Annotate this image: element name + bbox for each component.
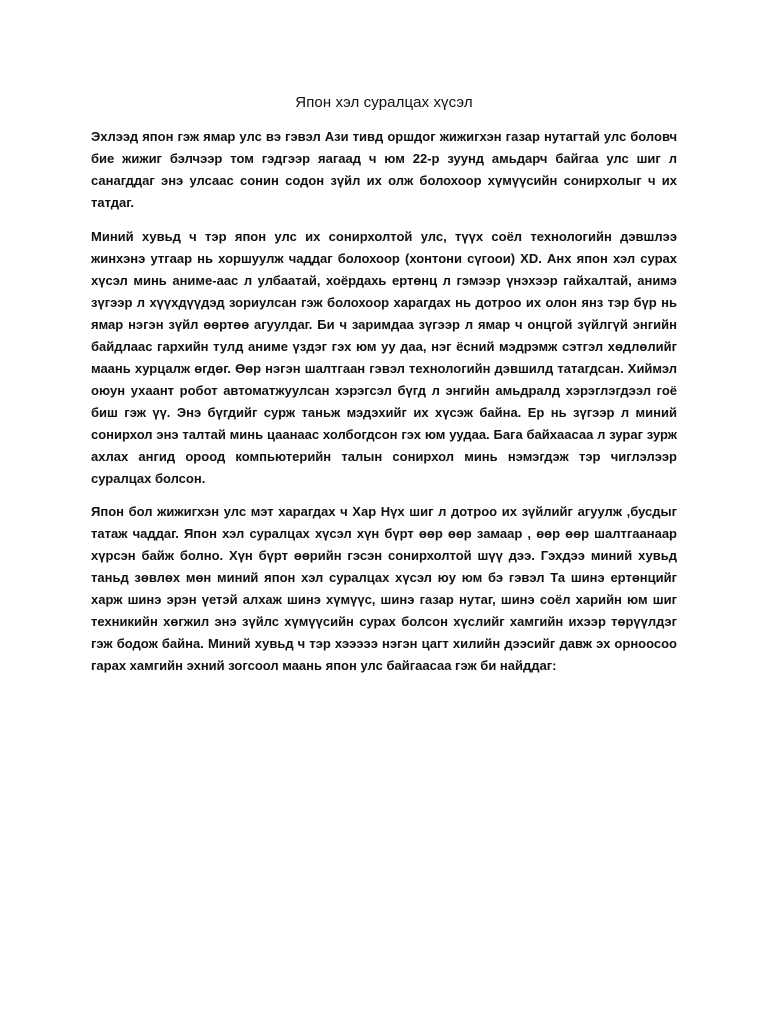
paragraph-personal-interest: Миний хувьд ч тэр япон улс их сонирхолтой улс, түүх соёл технологийн дэвшлээ жинхэнэ утгаар нь хоршуулж чаддаг болохоор (хонтони сүгоои) XD. Анх япон хэл сурах хүсэл минь аниме-аас л улбаатай, хоёрдахь ертөнц л гэмээр үнэхээр гайхалтай, анимэ зүгээр л хүүхдүүдэд зориулсан гэж болохоор харагдах нь дотроо их олон янз тэр бүр нь ямар нэгэн зүйл өөртөө агуулдаг. Би ч заримдаа зүгээр л ямар ч онцгой зүйлгүй энгийн байдлаас гархийн тулд аниме үздэг гэх юм уу даа, нэг ёсний мэдрэмж сэтгэл хөдлөлийг маань хурцалж өгдөг. Өөр нэгэн шалтгаан гэвэл технологийн дэвшилд татагдсан. Хиймэл оюун ухаант робот автоматжуулсан хэрэгсэл бүгд л энгийн амьдралд хэрэглэгдээл гоё биш гэж үү. Энэ бүгдийг сурж таньж мэдэхийг их хүсэж байна. Ер нь зүгээр л миний сонирхол энэ талтай минь цаанаас холбогдсон гэх юм уудаа. Бага байхаасаа л зураг зурж ахлах ангид ороод компьютерийн талын сонирхол минь нэмэгдэж тэр чиглэлээр суралцах болсон.: [91, 229, 677, 486]
paragraph-conclusion: Япон бол жижигхэн улс мэт харагдах ч Хар Нүх шиг л дотроо их зүйлийг агуулж ,бусдыг татаж чаддаг. Япон хэл суралцах хүсэл хүн бүрт өөр өөр замаар , өөр өөр шалтгаанаар хүрсэн байж болно. Хүн бүрт өөрийн гэсэн сонирхолтой шүү дээ. Гэхдээ миний хувьд таньд зөвлөх мөн миний япон хэл суралцах хүсэл юу юм бэ гэвэл Та шинэ ертөнцийг харж шинэ эрэн үетэй алхаж шинэ хүмүүс, шинэ газар нутаг, шинэ соёл харийн юм шиг техникийн хөгжил энэ зүйлс хүмүүсийн сурах болсон хүслийг хамгийн ихээр төрүүлдэг гэж бодож байна. Миний хувьд ч тэр хэээээ нэгэн цагт хилийн дээсийг давж эх орноосоо гарах хамгийн эхний зогсоол маань япон улс байгаасаа гэж би найддаг:: [91, 504, 677, 673]
paragraph-intro: Эхлээд япон гэж ямар улс вэ гэвэл Ази тивд оршдог жижигхэн газар нутагтай улс боловч бие жижиг бэлчээр том гэдгээр яагаад ч юм 22-р зуунд амьдарч байгаа улс шиг л санагддаг энэ улсаас сонин содон зүйл их олж болохоор хүмүүсийн сонирхолыг ч их татдаг.: [91, 129, 677, 210]
document-title: Япон хэл суралцах хүсэл: [295, 94, 473, 111]
document-body: [91, 126, 677, 689]
